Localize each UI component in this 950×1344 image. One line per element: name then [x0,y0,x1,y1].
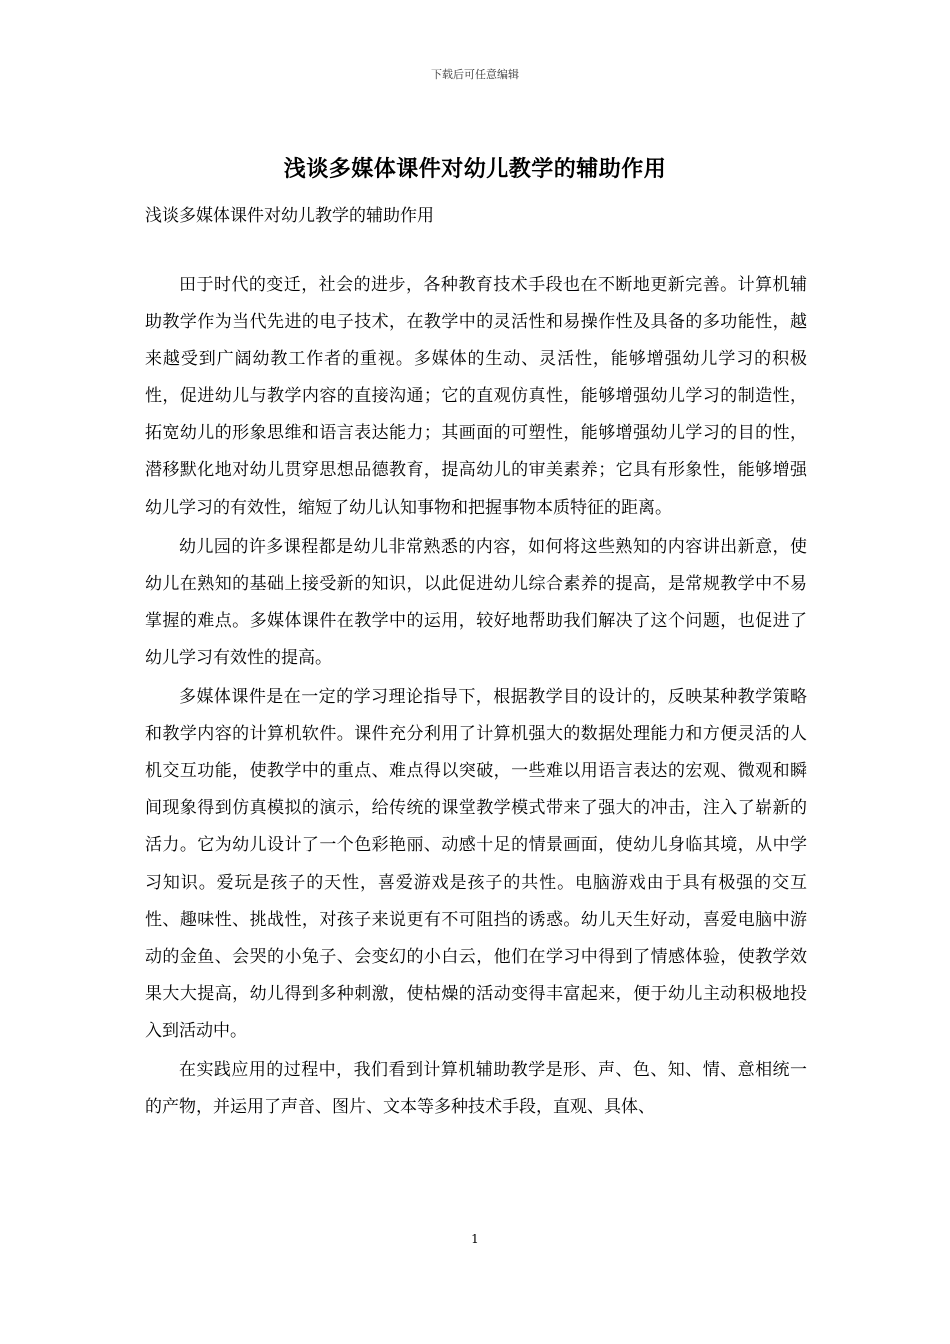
page-title: 浅谈多媒体课件对幼儿教学的辅助作用 [283,156,667,182]
paragraph: 田于时代的变迁，社会的进步，各种教育技术手段也在不断地更新完善。计算机辅助教学作为当代先进的电子技术，在教学中的灵活性和易操作性及具备的多功能性，越来越受到广阔幼教工作者的重视。多媒体的生动、灵活性，能够增强幼儿学习的积极性，促进幼儿与教学内容的直接沟通；它的直观仿真性，能够增强幼儿学习的制造性，拓宽幼儿的形象思维和语言表达能力；其画面的可塑性，能够增强幼儿学习的目的性，潜移默化地对幼儿贯穿思想品德教育，提高幼儿的审美素养；它具有形象性，能够增强幼儿学习的有效性，缩短了幼儿认知事物和把握事物本质特征的距离。 [145,275,807,518]
paragraph: 在实践应用的过程中，我们看到计算机辅助教学是形、声、色、知、情、意相统一的产物，并运用了声音、图片、文本等多种技术手段，直观、具体、 [145,1059,807,1118]
paragraph: 幼儿园的许多课程都是幼儿非常熟悉的内容，如何将这些熟知的内容讲出新意，使幼儿在熟知的基础上接受新的知识，以此促进幼儿综合素养的提高，是常规教学中不易掌握的难点。多媒体课件在教学中的运用，较好地帮助我们解决了这个问题，也促进了幼儿学习有效性的提高。 [145,536,807,668]
page-subtitle: 浅谈多媒体课件对幼儿教学的辅助作用 [145,206,434,226]
header-note: 下载后可任意编辑 [431,68,519,81]
page-number: 1 [471,1232,479,1246]
paragraph: 多媒体课件是在一定的学习理论指导下，根据教学目的设计的，反映某种教学策略和教学内容的计算机软件。课件充分利用了计算机强大的数据处理能力和方便灵活的人机交互功能，使教学中的重点、难点得以突破，一些难以用语言表达的宏观、微观和瞬间现象得到仿真模拟的演示，给传统的课堂教学模式带来了强大的冲击，注入了崭新的活力。它为幼儿设计了一个色彩艳丽、动感十足的情景画面，使幼儿身临其境，从中学习知识。爱玩是孩子的天性，喜爱游戏是孩子的共性。电脑游戏由于具有极强的交互性、趣味性、挑战性，对孩子来说更有不可阻挡的诱惑。幼儿天生好动，喜爱电脑中游动的金鱼、会哭的小兔子、会变幻的小白云，他们在学习中得到了情感体验，使教学效果大大提高，幼儿得到多种刺激，使枯燥的活动变得丰富起来，便于幼儿主动积极地投入到活动中。 [145,687,807,1041]
body-text [145,267,807,1128]
